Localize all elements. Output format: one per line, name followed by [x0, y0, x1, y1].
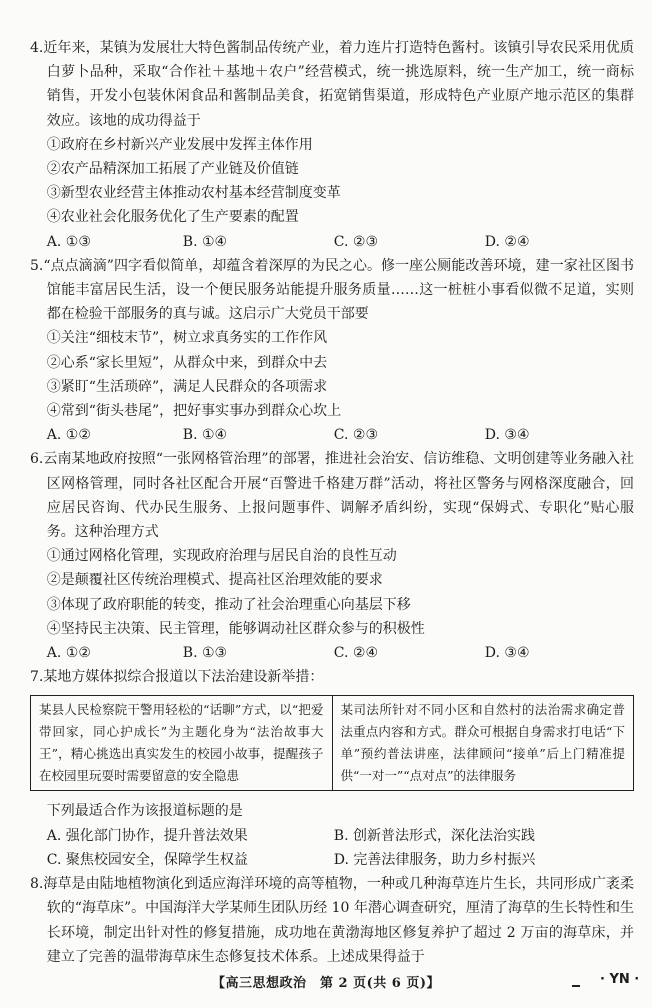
question-4: [30, 36, 634, 254]
question-8-stem: 8.海草是由陆地植物演化到适应海洋环境的高等植物，一种或几种海草连片生长，共同形成广袤柔软的“海草床”。中国海洋大学某师生团队历经 10 年潜心调查研究，厘清了海草的生长特性和生长环境，制定出针对性的修复措施，成功地在黄渤海地区修复养护了超过 2 万亩的海草床，并建立了完善的温带海草床生态修复技术体系。上述成果得益于: [30, 876, 634, 965]
question-4-stem: 4.近年来，某镇为发展壮大特色酱制品传统产业，着力连片打造特色酱村。该镇引导农民采用优质白萝卜品种，采取“合作社＋基地＋农户”经营模式，统一挑选原料，统一生产加工，统一商标销售，开发小包装休闲食品和酱制品美食，拓宽销售渠道，形成特色产业原产地示范区的集群效应。该地的成功得益于: [30, 40, 634, 129]
choice-b: B. ①④: [182, 233, 228, 250]
question-6-option-4: ④坚持民主决策、民主管理，能够调动社区群众参与的积极性: [46, 620, 425, 637]
choice-c: C. ②③: [333, 233, 379, 250]
question-4-option-1: ①政府在乡村新兴产业发展中发挥主体作用: [46, 136, 313, 153]
choice-c: C. 聚焦校园安全，保障学生权益: [46, 851, 248, 868]
choice-b: B. 创新普法形式，深化法治实践: [333, 827, 535, 844]
question-4-option-3: ③新型农业经营主体推动农村基本经营制度变革: [46, 185, 341, 202]
question-6: [30, 447, 634, 665]
question-6-option-2: ②是颠覆社区传统治理模式、提高社区治理效能的要求: [46, 572, 383, 589]
question-5-option-4: ④常到“街头巷尾”，把好事实事办到群众心坎上: [46, 403, 342, 420]
question-5-stem: 5.“点点滴滴”四字看似简单，却蕴含着深厚的为民之心。修一座公厕能改善环境，建一家社区图书馆能丰富居民生活，设一个便民服务站能提升服务质量……这一桩桩小事看似微不足道，实则都在检验干部服务的真与诚。这启示广大党员干部要: [30, 257, 634, 323]
choice-b: B. ①③: [182, 645, 228, 662]
footer-dash: [572, 985, 580, 987]
choice-a: A. ①③: [46, 233, 91, 250]
choice-c: C. ②③: [333, 427, 379, 444]
question-6-choices: [30, 641, 634, 665]
question-7-stem: 7.某地方媒体拟综合报道以下法治建设新举措：: [30, 669, 324, 686]
question-5: [30, 254, 634, 448]
question-5-option-1: ①关注“细枝末节”，树立求真务实的工作作风: [46, 330, 328, 347]
footer-code: · YN ·: [600, 972, 640, 987]
question-4-option-2: ②农产品精深加工拓展了产业链及价值链: [46, 161, 299, 178]
question-6-option-3: ③体现了政府职能的转变，推动了社会治理重心向基层下移: [46, 596, 411, 613]
question-6-stem: 6.云南某地政府按照“一张网格管治理”的部署，推进社会治安、信访维稳、文明创建等业务融入社区网格管理，同时各社区配合开展“百警进千格建万群”活动，将社区警务与网格深度融合，回应居民咨询、代办民生服务、上报问题事件、调解矛盾纠纷，实现“保姆式、专职化”贴心服务。这种治理方式: [30, 451, 634, 541]
page-content: [30, 36, 634, 969]
question-7-prompt: 下列最适合作为该报道标题的是: [46, 803, 243, 820]
choice-d: D. ③④: [484, 427, 530, 444]
choice-d: D. ②④: [484, 233, 530, 250]
material-right-cell: 某司法所针对不同小区和自然村的法治需求确定普法重点内容和方式。群众可根据自身需求打电话“下单”预约普法讲座，法律顾问“接单”后上门精准提供“一对一”“点对点”的法律服务: [332, 696, 634, 790]
question-5-option-3: ③紧盯“生活琐碎”，满足人民群众的各项需求: [46, 378, 328, 395]
question-8: [30, 872, 634, 969]
choice-a: A. ①②: [46, 427, 91, 444]
question-4-option-4: ④农业社会化服务优化了生产要素的配置: [46, 209, 299, 226]
question-5-choices: [30, 423, 634, 447]
page-footer: 【高三思想政治 第 2 页(共 6 页)】: [212, 976, 440, 991]
question-7-choices-row-1: [30, 824, 634, 848]
question-6-option-1: ①通过网格化管理，实现政府治理与居民自治的良性互动: [46, 548, 397, 565]
question-7-choices-row-2: [30, 848, 634, 872]
choice-d: D. ③④: [484, 645, 530, 662]
question-7: [30, 665, 634, 872]
choice-a: A. ①②: [46, 645, 91, 662]
choice-b: B. ①④: [182, 427, 228, 444]
question-4-choices: [30, 230, 634, 254]
choice-d: D. 完善法律服务，助力乡村振兴: [333, 851, 536, 868]
material-table: [30, 695, 634, 791]
question-5-option-2: ②心系“家长里短”，从群众中来，到群众中去: [46, 354, 328, 371]
material-left-cell: 某县人民检察院干警用轻松的“话聊”方式，以“把爱带回家，同心护成长”为主题化身为“法治故事大王”，精心挑选出真实发生的校园小故事，提醒孩子在校园里玩耍时需要留意的安全隐患: [39, 702, 324, 784]
choice-a: A. 强化部门协作，提升普法效果: [46, 827, 248, 844]
choice-c: C. ②④: [333, 645, 379, 662]
